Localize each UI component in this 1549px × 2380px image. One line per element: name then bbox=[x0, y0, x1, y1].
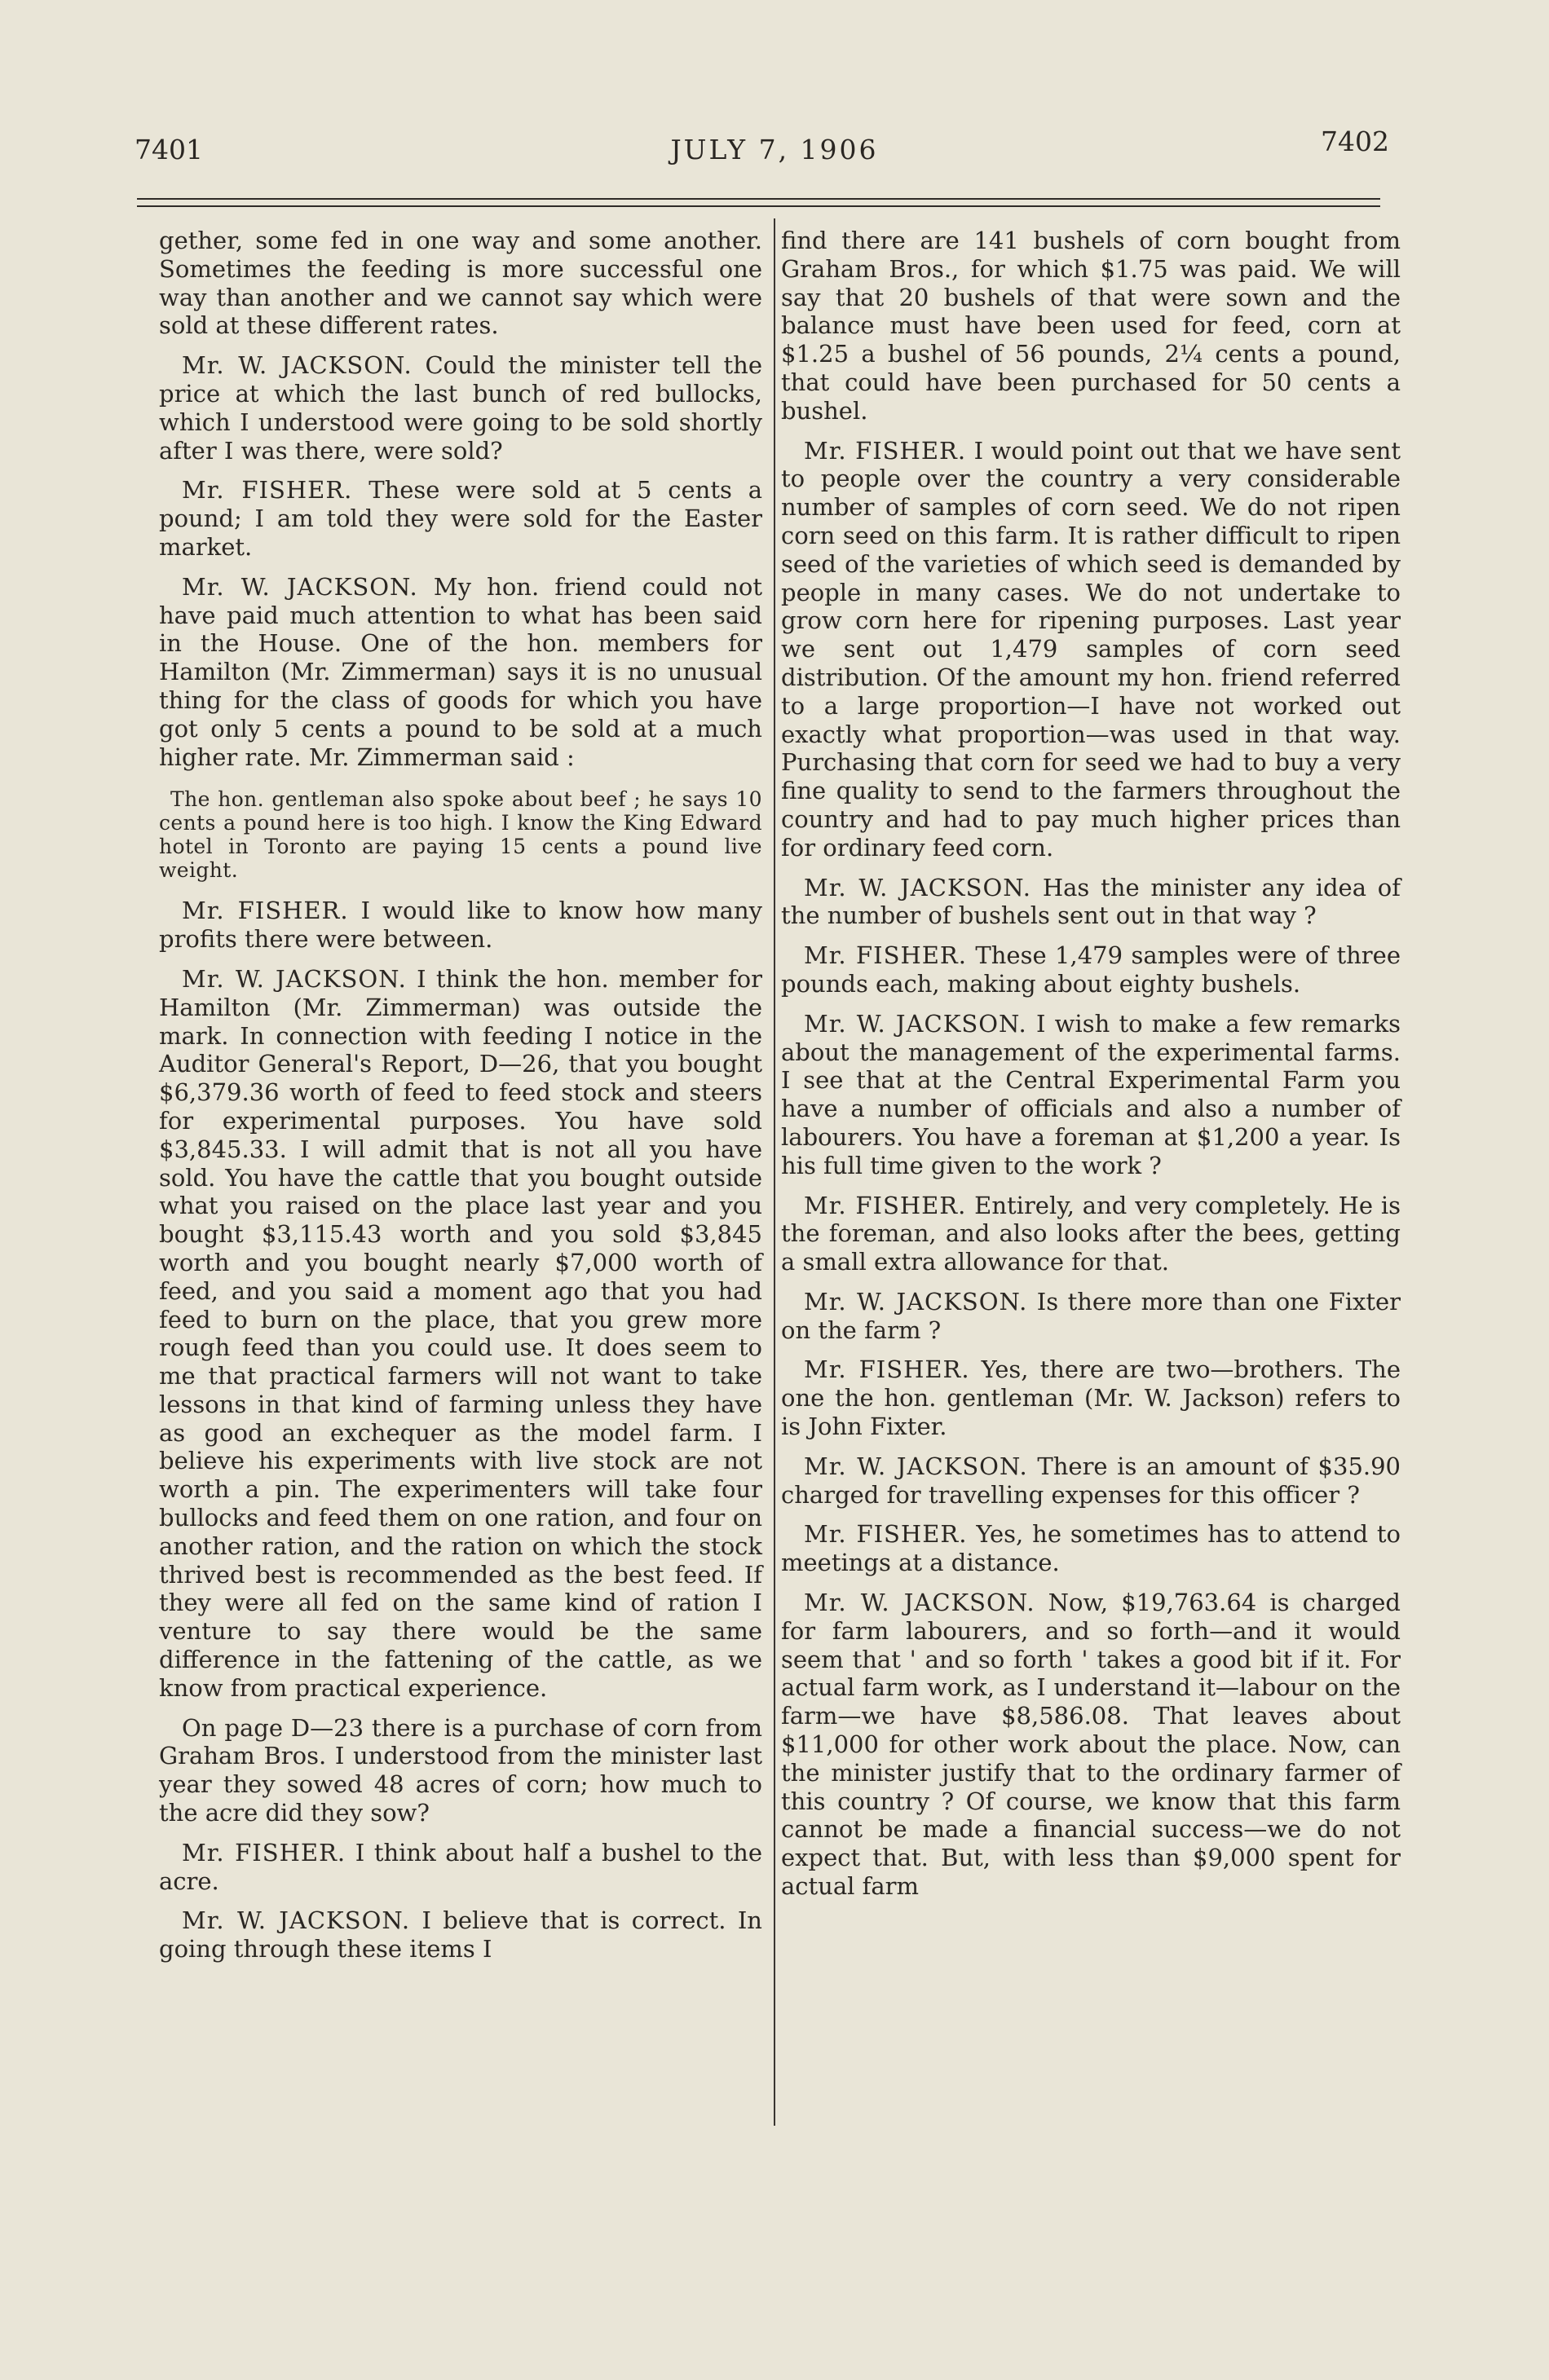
page-date: JULY 7, 1906 bbox=[670, 134, 879, 165]
speaker: Mr. W. JACKSON. bbox=[182, 351, 413, 380]
paragraph bbox=[781, 1288, 1401, 1345]
speaker: Mr. FISHER. bbox=[804, 1520, 968, 1549]
speech-text: I wish to make a few remarks about the management of the experimental farms. I see that at the Central Experimental Farm you have a number of officials and also a number of labourers. You have a foreman at $1,200 a year. Is his full time given to the work ? bbox=[781, 1009, 1401, 1179]
paragraph bbox=[781, 1520, 1401, 1577]
speaker: Mr. W. JACKSON. bbox=[804, 873, 1031, 901]
speaker: Mr. W. JACKSON. bbox=[804, 1589, 1035, 1617]
speech-text: Yes, there are two—brothers. The one the hon. gentleman (Mr. W. Jackson) refers to is John Fixter. bbox=[781, 1355, 1401, 1441]
paragraph bbox=[781, 1192, 1401, 1276]
speech-text: These were sold at 5 cents a pound; I am told they were sold for the Easter market. bbox=[159, 476, 762, 561]
paragraph bbox=[159, 965, 762, 1703]
speech-text: I would like to know how many profits there were between. bbox=[159, 897, 763, 954]
speech-text: Has the minister any idea of the number of bushels sent out in that way ? bbox=[781, 873, 1401, 930]
speaker: Mr. FISHER. bbox=[804, 1191, 967, 1219]
speaker: Mr. W. JACKSON. bbox=[182, 1906, 411, 1935]
speech-text: Is there more than one Fixter on the farm ? bbox=[781, 1287, 1401, 1344]
speech-text: Yes, he sometimes has to attend to meetings at a distance. bbox=[781, 1520, 1401, 1577]
paragraph bbox=[159, 476, 762, 561]
paragraph bbox=[159, 1839, 762, 1896]
page-number-right: 7402 bbox=[1321, 126, 1389, 157]
paragraph bbox=[781, 874, 1401, 931]
speaker: Mr. W. JACKSON. bbox=[804, 1287, 1028, 1316]
paragraph bbox=[781, 227, 1401, 425]
paragraph bbox=[159, 573, 762, 772]
speech-text: I believe that is correct. In going through these items I bbox=[159, 1906, 762, 1964]
page-header bbox=[0, 122, 1549, 171]
speaker: Mr. FISHER. bbox=[182, 476, 353, 505]
paragraph bbox=[781, 1010, 1401, 1180]
speaker: Mr. W. JACKSON. bbox=[182, 572, 418, 601]
speech-text: On page D—23 there is a purchase of corn from Graham Bros. I understood from the minister last year they sowed 48 acres of corn; how much to the acre did they sow? bbox=[159, 1713, 762, 1827]
quote-text: The hon. gentleman also spoke about beef ; he says 10 cents a pound here is too high. I know the King Edward hotel in Toronto are paying 15 cents a pound live weight. bbox=[159, 787, 762, 883]
speaker: Mr. FISHER. bbox=[804, 436, 967, 465]
paragraph bbox=[159, 897, 762, 954]
speaker: Mr. FISHER. bbox=[182, 1838, 346, 1867]
speaker: Mr. FISHER. bbox=[804, 1355, 970, 1384]
right-column bbox=[781, 227, 1401, 1912]
paragraph bbox=[159, 1714, 762, 1827]
column-divider bbox=[774, 218, 775, 2126]
speech-text: I would point out that we have sent to people over the country a very considerable number of samples of corn seed. We do not ripen corn seed on this farm. It is rather difficult to ripen seed of the varieties of which seed is demanded by people in many cases. We do not undertake to grow corn here for ripening purposes. Last year we sent out 1,479 samples of corn seed distribution. Of the amount my hon. friend referred to a large proportion—I have not worked out exactly what proportion—was used in that way. Purchasing that corn for seed we had to buy a very fine quality to send to the farmers throughout the country and had to pay much higher prices than for ordinary feed corn. bbox=[781, 436, 1401, 862]
paragraph bbox=[781, 1589, 1401, 1901]
speech-text: Could the minister tell the price at which the last bunch of red bullocks, which I understood were going to be sold shortly after I was there, were sold? bbox=[159, 351, 762, 465]
paragraph bbox=[159, 1906, 762, 1964]
speech-text: These 1,479 samples were of three pounds each, making about eighty bushels. bbox=[781, 941, 1401, 998]
page-number-left: 7401 bbox=[135, 134, 203, 165]
paragraph bbox=[781, 437, 1401, 862]
block-quote bbox=[159, 787, 762, 882]
paragraph bbox=[781, 941, 1401, 998]
speech-text: I think about half a bushel to the acre. bbox=[159, 1838, 763, 1895]
paragraph bbox=[159, 351, 762, 465]
header-rule-bottom bbox=[137, 205, 1380, 207]
speech-text: My hon. friend could not have paid much attention to what has been said in the House. One of the hon. members for Hamilton (Mr. Zimmerman) says it is no unusual thing for the class of goods for which you have got only 5 cents a pound to be sold at a much higher rate. Mr. Zimmerman said : bbox=[159, 572, 763, 771]
paragraph bbox=[781, 1355, 1401, 1440]
header-rule-top bbox=[137, 198, 1380, 200]
speech-text: Now, $19,763.64 is charged for farm labourers, and so forth—and it would seem that ' and so forth ' takes a good bit if it. For actual farm work, as I understand it—labour on the farm—we have $8,586.08. That leaves about $11,000 for other work about the place. Now, can the minister justify that to the ordinary farmer of this country ? Of course, we know that this farm cannot be made a financial success—we do not expect that. But, with less than $9,000 spent for actual farm bbox=[781, 1589, 1401, 1901]
speech-text: gether, some fed in one way and some another. Sometimes the feeding is more successful one way than another and we cannot say which were sold at these different rates. bbox=[159, 227, 762, 340]
paragraph bbox=[781, 1452, 1401, 1510]
speech-text: I think the hon. member for Hamilton (Mr. Zimmerman) was outside the mark. In connection with feeding I notice in the Auditor General's Report, D—26, that you bought $6,379.36 worth of feed to feed stock and steers for experimental purposes. You have sold $3,845.33. I will admit that is not all you have sold. You have the cattle that you bought outside what you raised on the place last year and you bought $3,115.43 worth and you sold $3,845 worth and you bought nearly $7,000 worth of feed, and you said a moment ago that you had feed to burn on the place, that you grew more rough feed than you could use. It does seem to me that practical farmers will not want to take lessons in that kind of farming unless they have as good an exchequer as the model farm. I believe his experiments with live stock are not worth a pin. The experimenters will take four bullocks and feed them on one ration, and four on another ration, and the ration on which the stock thrived best is recommended as the best feed. If they were all fed on the same kind of ration I venture to say there would be the same difference in the fattening of the cattle, as we know from practical experience. bbox=[159, 964, 762, 1702]
speech-text: There is an amount of $35.90 charged for travelling expenses for this officer ? bbox=[781, 1452, 1401, 1509]
speech-text: find there are 141 bushels of corn bought from Graham Bros., for which $1.75 was paid. We will say that 20 bushels of that were sown and the balance must have been used for feed, corn at $1.25 a bushel of 56 pounds, 2¼ cents a pound, that could have been purchased for 50 cents a bushel. bbox=[781, 227, 1401, 425]
speaker: Mr. W. JACKSON. bbox=[804, 1009, 1027, 1038]
left-column bbox=[159, 227, 762, 1975]
speaker: Mr. W. JACKSON. bbox=[804, 1452, 1028, 1480]
speaker: Mr. FISHER. bbox=[804, 941, 967, 970]
paragraph bbox=[159, 227, 762, 340]
speech-text: Entirely, and very completely. He is the foreman, and also looks after the bees, getting a small extra allowance for that. bbox=[781, 1191, 1401, 1276]
speaker: Mr. FISHER. bbox=[182, 897, 349, 925]
speaker: Mr. W. JACKSON. bbox=[182, 964, 407, 993]
